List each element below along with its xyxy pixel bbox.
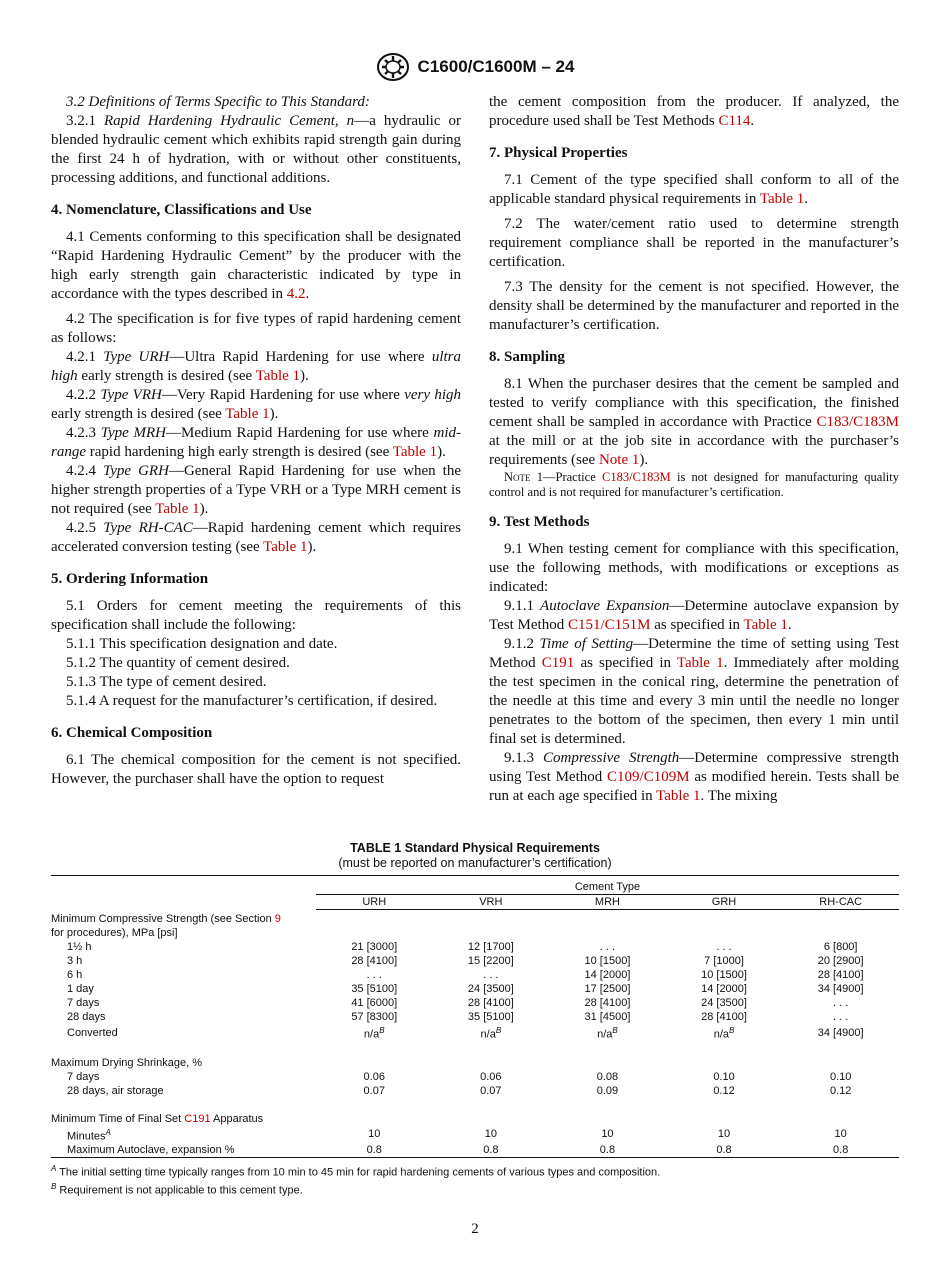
- table-row: Converted $n/a^B$ $n/a^B$ $n/a^B$ $n/a^B$ 34 [4900]: [67, 1026, 864, 1041]
- table-row: Maximum Autoclave, expansion % 0.8 0.8 0.8 0.8 0.8: [51, 1143, 899, 1158]
- para-9-1-2: 9.1.2 Time of Setting—Determine the time of setting using Test Method C191 as specified in Table 1. Immediately after molding the test specimen in the conical ring, determine the penetration of the needle at this time and every 3 min until the needle no longer penetrates to the bottom of the specimen, then every 1 min until final set is determined.: [489, 636, 900, 747]
- table-title: TABLE 1 Standard Physical Requirements: [350, 841, 600, 855]
- link-table-1[interactable]: Table 1: [676, 655, 724, 671]
- table-row: 28 days 57 [8300] 35 [5100] 31 [4500] 28 [4100] . . .: [67, 1011, 849, 1023]
- column-header: MRH: [549, 895, 666, 910]
- para-5-1-2: 5.1.2 The quantity of cement desired.: [66, 655, 290, 671]
- column-header: URH: [316, 895, 433, 910]
- column-header: VRH: [433, 895, 550, 910]
- para-4-1: 4.1 Cements conforming to this specification shall be designated “Rapid Hardening Hydraulic Cement” by the producer with the high early strength gain characteristic indicated by type in accordance with the types described in 4.2.: [51, 229, 461, 302]
- para-4-2-4: 4.2.4 Type GRH—General Rapid Hardening for use when the higher strength properties of a Type VRH or a Type MRH cement is not required (see Table 1).: [51, 463, 461, 517]
- link-c183[interactable]: C183/C183M: [816, 414, 899, 430]
- table-row: 3 h 28 [4100] 15 [2200] 10 [1500] 7 [1000] 20 [2900]: [67, 955, 864, 967]
- table-row: Minutes$^A$ 10 10 10 10 10: [67, 1127, 847, 1143]
- section-7-heading: 7. Physical Properties: [489, 145, 628, 161]
- right-column: [489, 93, 899, 806]
- section-label-row: for procedures), MPa [psi]: [51, 927, 178, 939]
- para-7-3: 7.3 The density for the cement is not specified. However, the density shall be determined by the manufacturer and reported in the manufacturer’s certification.: [489, 279, 899, 333]
- para-5-1-3: 5.1.3 The type of cement desired.: [66, 674, 267, 690]
- para-3-2-1: 3.2.1 Rapid Hardening Hydraulic Cement, n—a hydraulic or blended hydraulic cement which exhibits rapid strength gain during the first 24 h of hydration, with or without other constituents, processing additions, and functional additions.: [51, 113, 461, 186]
- section-9-heading: 9. Test Methods: [489, 514, 590, 530]
- link-c109[interactable]: C109/C109M: [607, 769, 690, 785]
- link-c183-note[interactable]: C183/C183M: [601, 470, 671, 484]
- footnote-a: $^A$ The initial setting time typically ranges from 10 min to 45 min for rapid hardening cements of various types and composition.: [51, 1164, 661, 1179]
- para-6-1: 6.1 The chemical composition for the cement is not specified. However, the purchaser shall have the option to request: [51, 752, 461, 787]
- para-9-1-3: 9.1.3 Compressive Strength—Determine compressive strength using Test Method C109/C109M as modified herein. Tests shall be run at each age specified in Table 1. The mixing: [489, 750, 899, 804]
- section-4-heading: 4. Nomenclature, Classifications and Use: [51, 202, 312, 218]
- table-row: 6 h . . . . . . 14 [2000] 10 [1500] 28 [4100]: [67, 969, 864, 981]
- table-subtitle: (must be reported on manufacturer’s certification): [338, 856, 612, 870]
- section-label-row: Maximum Drying Shrinkage, %: [51, 1056, 202, 1069]
- para-4-2: 4.2 The specification is for five types of rapid hardening cement as follows:: [51, 311, 461, 346]
- link-table-1[interactable]: Table 1: [255, 368, 301, 384]
- standard-designation: C1600/C1600M – 24: [417, 57, 575, 76]
- link-table-1[interactable]: Table 1: [392, 444, 438, 460]
- para-4-2-1: 4.2.1 Type URH—Ultra Rapid Hardening for use where ultra high early strength is desired (see Table 1).: [51, 349, 462, 384]
- link-c191-table[interactable]: C191: [184, 1112, 211, 1125]
- footnote-b: $^B$ Requirement is not applicable to this cement type.: [51, 1181, 303, 1197]
- link-c191[interactable]: C191: [541, 655, 575, 671]
- para-7-2: 7.2 The water/cement ratio used to determine strength requirement compliance shall be reported in the manufacturer’s certification.: [489, 216, 899, 270]
- requirements-table: [51, 875, 899, 1158]
- section-6-heading: 6. Chemical Composition: [51, 725, 213, 741]
- section-5-heading: 5. Ordering Information: [51, 571, 209, 587]
- link-table-1[interactable]: Table 1: [225, 406, 270, 422]
- para-5-1-4: 5.1.4 A request for the manufacturer’s certification, if desired.: [66, 693, 438, 709]
- page-number: 2: [471, 1221, 479, 1237]
- para-9-1: 9.1 When testing cement for compliance with this specification, use the following methods, with modifications or exceptions as indicated:: [489, 541, 899, 595]
- column-header: GRH: [666, 895, 783, 910]
- page-header: [0, 52, 950, 87]
- link-table-1[interactable]: Table 1: [759, 191, 805, 207]
- link-4-2[interactable]: 4.2: [286, 286, 306, 302]
- table-row: 7 days 41 [6000] 28 [4100] 28 [4100] 24 [3500] . . .: [67, 997, 849, 1009]
- para-4-2-5: 4.2.5 Type RH-CAC—Rapid hardening cement which requires accelerated conversion testing (see Table 1).: [51, 520, 461, 555]
- para-7-1: 7.1 Cement of the type specified shall conform to all of the applicable standard physical requirements in Table 1.: [489, 172, 899, 207]
- para-4-2-2: 4.2.2 Type VRH—Very Rapid Hardening for use where very high early strength is desired (see Table 1).: [51, 387, 462, 422]
- cement-type-header: Cement Type: [574, 881, 641, 893]
- link-table-1[interactable]: Table 1: [743, 617, 788, 633]
- para-8-1: 8.1 When the purchaser desires that the cement be sampled and tested to verify compliance with this specification, the finished cement shall be sampled in accordance with Practice C183/C183M at the mill or at the job site in accordance with the purchaser’s requirements (see Note 1).: [489, 376, 899, 468]
- para-6-1-continued: the cement composition from the producer. If analyzed, the procedure used shall be Test Methods C114.: [489, 94, 899, 129]
- astm-logo-icon: [376, 52, 410, 82]
- table-row: 7 days 0.06 0.06 0.08 0.10 0.10: [67, 1070, 852, 1083]
- note-1: Note 1—Practice C183/C183M is not designed for manufacturing quality control and is not required for manufacturer’s certification.: [489, 470, 899, 499]
- table-row: 1 day 35 [5100] 24 [3500] 17 [2500] 14 [2000] 34 [4900]: [67, 983, 864, 995]
- para-4-2-3: 4.2.3 Type MRH—Medium Rapid Hardening for use where mid-range rapid hardening high early strength is desired (see Table 1).: [51, 425, 461, 460]
- section-label-row: Minimum Time of Final Set C191 Apparatus: [51, 1112, 264, 1125]
- link-section-9[interactable]: 9: [274, 913, 281, 925]
- section-label-row: Minimum Compressive Strength (see Section 9: [51, 913, 281, 925]
- para-3-2: 3.2 Definitions of Terms Specific to This Standard:: [66, 94, 370, 110]
- link-table-1[interactable]: Table 1: [155, 501, 200, 517]
- table-1: [51, 841, 899, 1198]
- link-table-1[interactable]: Table 1: [656, 788, 701, 804]
- link-table-1[interactable]: Table 1: [263, 539, 308, 555]
- column-header: RH-CAC: [782, 895, 899, 910]
- table-row: 28 days, air storage 0.07 0.07 0.09 0.12 0.12: [67, 1084, 852, 1097]
- link-c151[interactable]: C151/C151M: [567, 617, 651, 633]
- link-note-1[interactable]: Note 1: [598, 452, 640, 468]
- table-footnotes: [51, 1162, 899, 1197]
- link-c114[interactable]: C114: [718, 113, 751, 129]
- section-8-heading: 8. Sampling: [489, 349, 565, 365]
- left-column: [51, 93, 461, 789]
- para-5-1-1: 5.1.1 This specification designation and date.: [66, 636, 338, 652]
- para-5-1: 5.1 Orders for cement meeting the requirements of this specification shall include the following:: [51, 598, 461, 633]
- para-9-1-1: 9.1.1 Autoclave Expansion—Determine autoclave expansion by Test Method C151/C151M as specified in Table 1.: [489, 598, 900, 633]
- table-row: 1½ h 21 [3000] 12 [1700] . . . . . . 6 [800]: [67, 941, 858, 953]
